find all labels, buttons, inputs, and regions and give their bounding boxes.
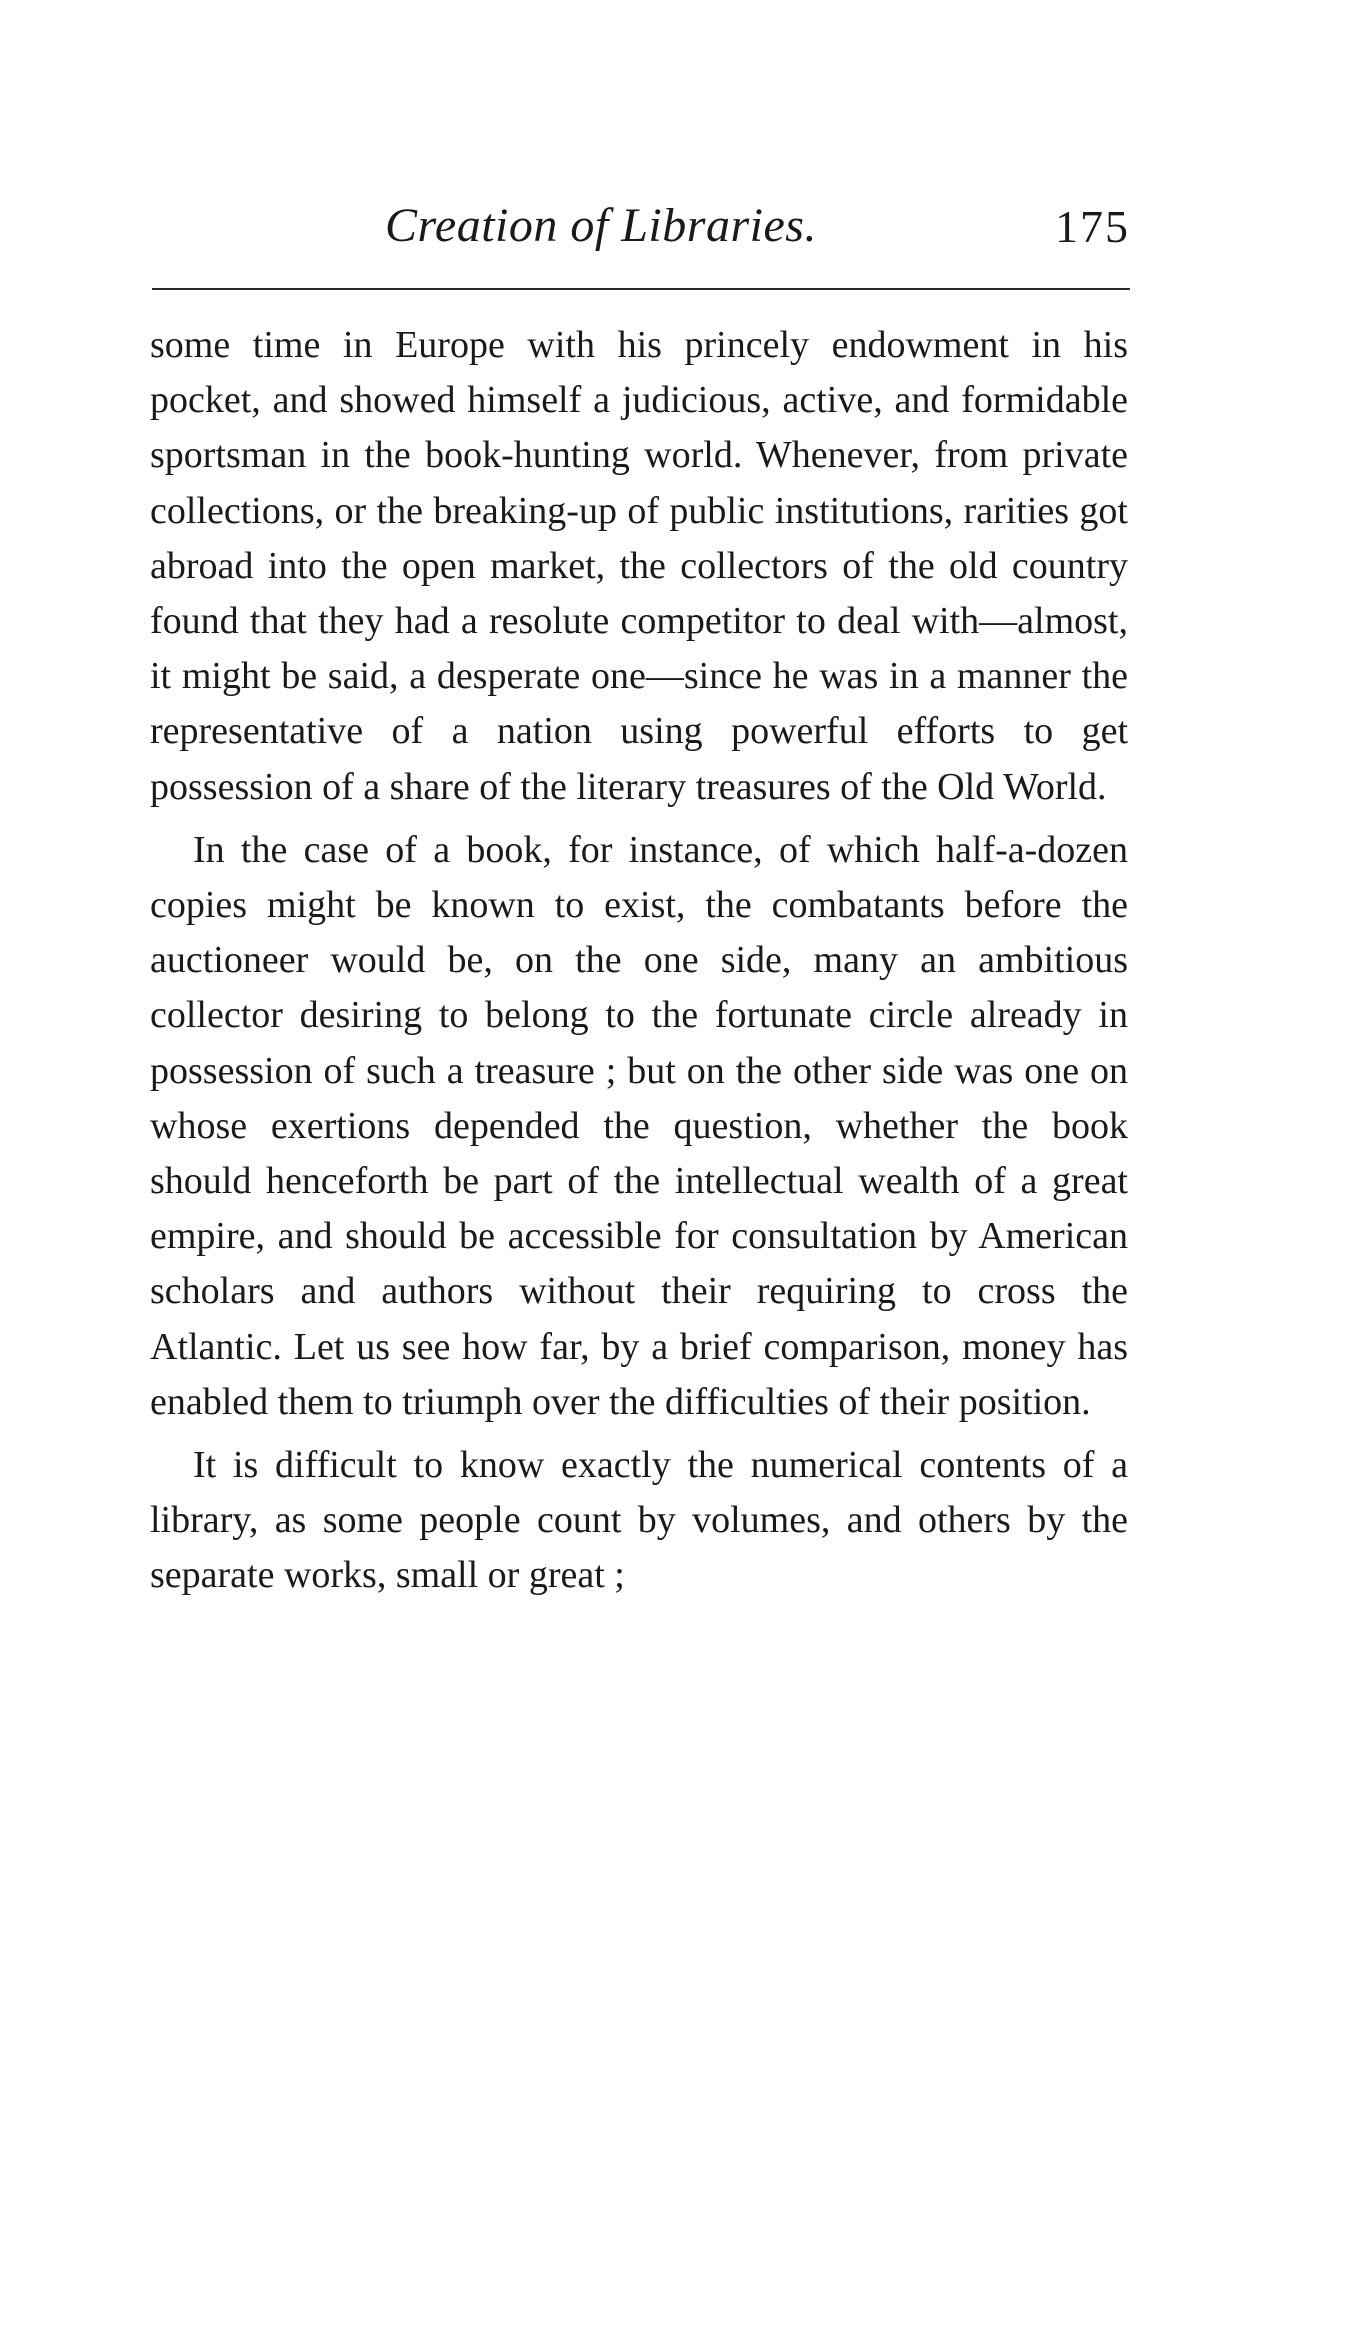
page-number: 175 [1055, 201, 1130, 252]
paragraph: In the case of a book, for instance, of which half-a-dozen copies might be known to exist, the combatants before the auctioneer would be, on the one side, many an ambitious collector desiring to belong to the fortunate circle already in possession of such a treasure ; but on the other side was one on whose exertions depended the question, whether the book should henceforth be part of the intellectual wealth of a great empire, and should be accessible for consultation by American scholars and authors without their requiring to cross the Atlantic. Let us see how far, by a brief comparison, money has enabled them to triumph over the difficulties of their position. [150, 828, 1128, 1423]
paragraph-continued: some time in Europe with his princely endowment in his pocket, and showed himself a judicious, active, and formidable sportsman in the book-hunting world. Whenever, from private collections, or the breaking-up of public institutions, rarities got abroad into the open market, the collectors of the old country found that they had a resolute competitor to deal with—almost, it might be said, a desperate one—since he was in a manner the representative of a nation using powerful efforts to get possession of a share of the literary treasures of the Old World. [150, 324, 1128, 808]
paragraph: It is difficult to know exactly the numerical contents of a library, as some people count by volumes, and others by the separate works, small or great ; [150, 1444, 1128, 1597]
body-text [150, 318, 1128, 1612]
running-head [150, 198, 1130, 278]
running-title: Creation of Libraries. [385, 199, 817, 252]
header-rule [152, 288, 1130, 290]
